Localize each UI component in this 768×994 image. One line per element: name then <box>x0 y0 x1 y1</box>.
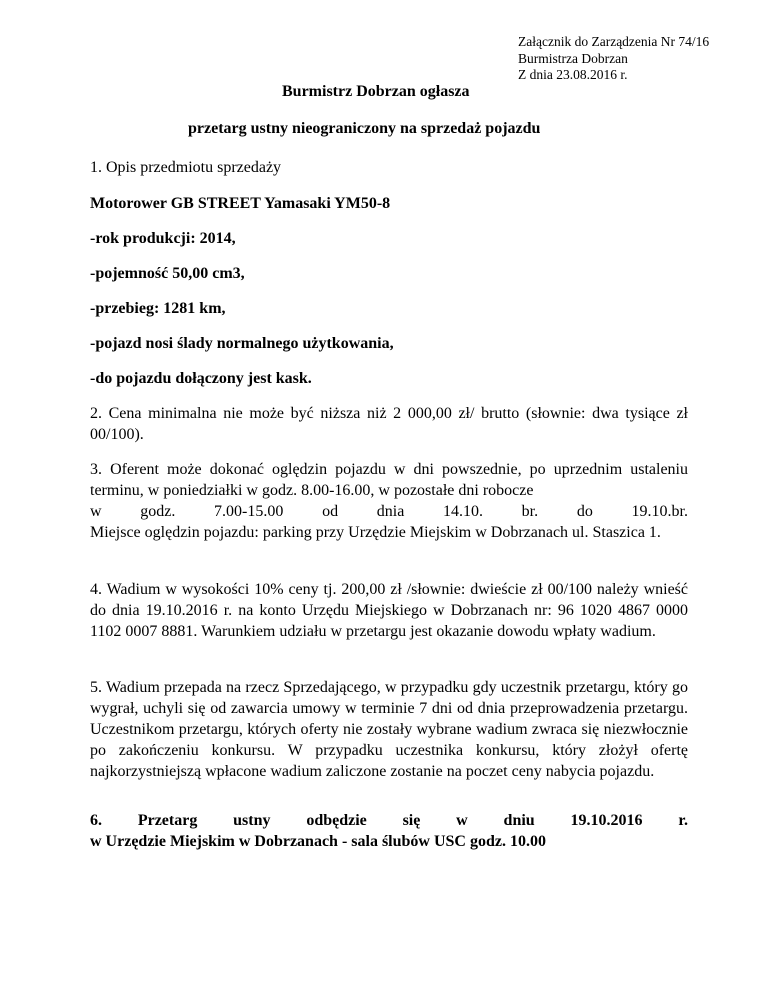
section-2-price: 2. Cena minimalna nie może być niższa niż 2 000,00 zł/ brutto (słownie: dwa tysiące zł 00/100). <box>90 405 688 443</box>
attachment-line-3: Z dnia 23.08.2016 r. <box>518 67 628 82</box>
word: godz. <box>140 503 176 520</box>
detail-production-year: -rok produkcji: 2014, <box>90 230 236 247</box>
word: od <box>322 503 339 520</box>
announcer-heading: Burmistrz Dobrzan ogłasza <box>282 83 470 100</box>
word: dniu <box>503 812 535 829</box>
word: 14.10. <box>442 503 483 520</box>
word: 19.10.br. <box>631 503 688 520</box>
word: w <box>90 503 102 520</box>
word: 7.00-15.00 <box>214 503 284 520</box>
section-3-place: Miejsce oględzin pojazdu: parking przy Urzędzie Miejskim w Dobrzanach ul. Staszica 1. <box>90 524 661 541</box>
word: 6. <box>90 812 102 829</box>
word: w <box>456 812 468 829</box>
section-6-line-2: w Urzędzie Miejskim w Dobrzanach - sala ślubów USC godz. 10.00 <box>90 833 546 850</box>
section-6-line-1 <box>90 810 688 831</box>
word: dnia <box>376 503 405 520</box>
section-3-text: 3. Oferent może dokonać oględzin pojazdu w dni powszednie, po uprzednim ustaleniu terminu, w poniedziałki w godz. 8.00-16.00, w pozostałe dni robocze <box>90 461 688 499</box>
attachment-line-1: Załącznik do Zarządzenia Nr 74/16 <box>518 34 710 49</box>
word: br. <box>521 503 539 520</box>
word: ustny <box>233 812 271 829</box>
detail-condition: -pojazd nosi ślady normalnego użytkowania, <box>90 335 394 352</box>
vehicle-name: Motorower GB STREET Yamasaki YM50-8 <box>90 195 391 212</box>
attachment-note <box>518 34 709 84</box>
word: odbędzie <box>306 812 367 829</box>
detail-helmet: -do pojazdu dołączony jest kask. <box>90 370 312 387</box>
section-5-forfeit: 5. Wadium przepada na rzecz Sprzedającego, w przypadku gdy uczestnik przetargu, który go wygrał, uchyli się od zawarcia umowy w terminie 7 dni od dnia przeprowadzenia przetargu. Uczestnikom przetargu, których oferty nie zostały wybrane wadium zwraca się niezwłocznie po zakończeniu konkursu. W przypadku uczestnika konkursu, który złożył ofertę najkorzystniejszą wpłacone wadium zaliczone zostanie na poczet ceny nabycia pojazdu. <box>90 679 688 780</box>
word: się <box>402 812 421 829</box>
word: 19.10.2016 <box>570 812 643 829</box>
detail-mileage: -przebieg: 1281 km, <box>90 300 226 317</box>
section-4-deposit: 4. Wadium w wysokości 10% ceny tj. 200,00 zł /słownie: dwieście zł 00/100 należy wnieść do dnia 19.10.2016 r. na konto Urzędu Miejskiego w Dobrzanach nr: 96 1020 4867 0000 1102 0007 8881. Warunkiem udziału w przetargu jest okazanie dowodu wpłaty wadium. <box>90 581 688 640</box>
section-3-spread-line <box>90 501 688 522</box>
word: Przetarg <box>137 812 198 829</box>
detail-capacity: -pojemność 50,00 cm3, <box>90 265 245 282</box>
subject-heading: przetarg ustny nieograniczony na sprzedaż pojazdu <box>188 120 541 137</box>
section-6-auction <box>90 810 688 852</box>
section-1-label: 1. Opis przedmiotu sprzedaży <box>90 159 282 176</box>
section-3-inspection <box>90 459 688 543</box>
word: do <box>576 503 593 520</box>
attachment-line-2: Burmistrza Dobrzan <box>518 50 628 66</box>
word: r. <box>678 812 688 829</box>
